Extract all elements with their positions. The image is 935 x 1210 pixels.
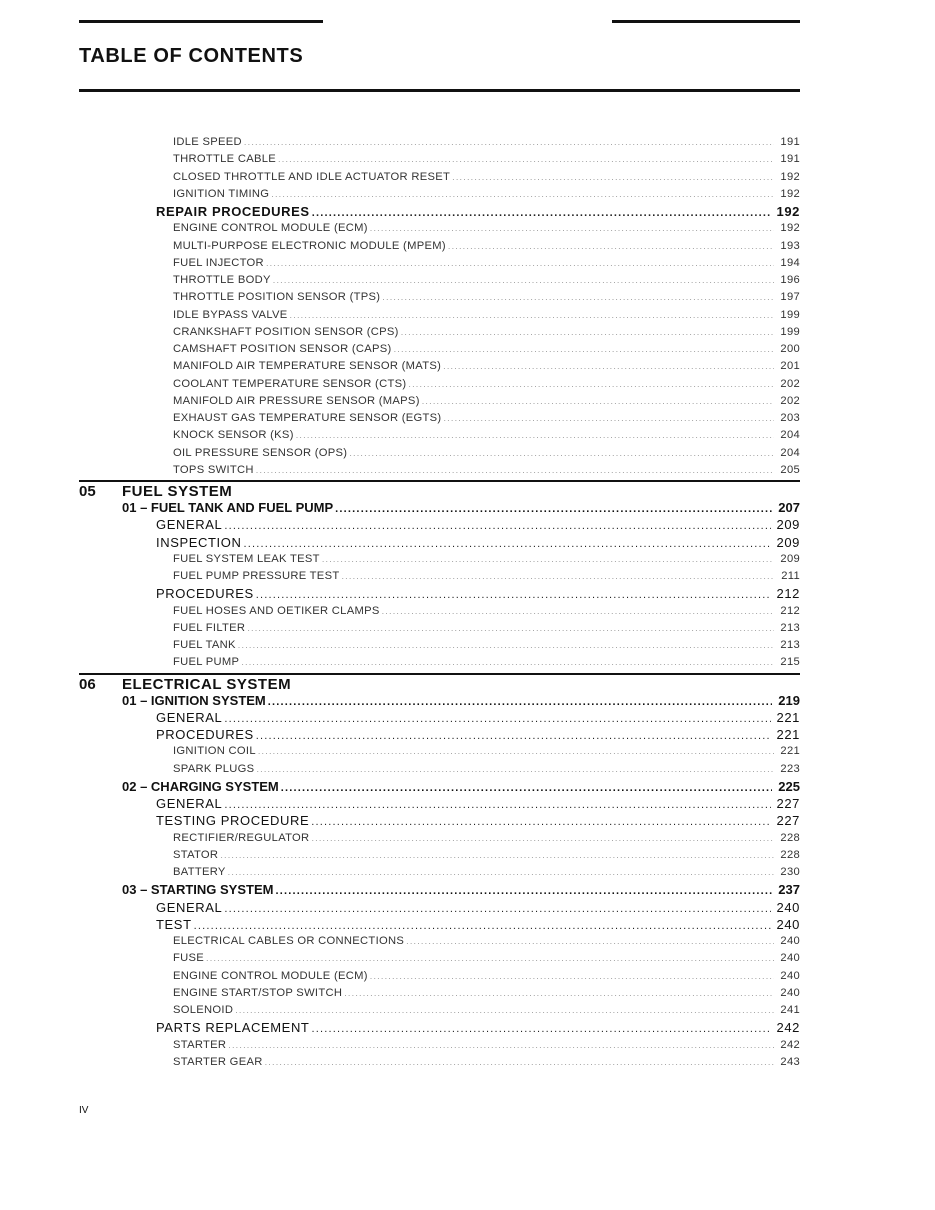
dot-leader [228,864,775,881]
dot-leader [406,933,774,950]
toc-entry-page: 240 [776,917,800,932]
toc-entry-label: FUEL FILTER [173,622,246,634]
dot-leader [238,637,775,654]
toc-entry-label: PROCEDURES [156,586,254,601]
toc-entry[interactable] [156,585,800,602]
toc-entry-label: GENERAL [156,900,223,915]
toc-entry-page: 230 [780,866,800,878]
dot-leader [452,169,774,186]
dot-leader [271,186,774,203]
toc-entry-page: 199 [780,309,800,321]
toc-entry-page: 242 [780,1039,800,1051]
toc-entry[interactable] [173,1054,800,1071]
dot-leader [256,462,775,479]
toc-entry-label: ELECTRICAL CABLES OR CONNECTIONS [173,935,405,947]
dot-leader [422,393,775,410]
toc-entry-label: GENERAL [156,710,223,725]
toc-entry-page: 207 [778,500,800,515]
toc-entry[interactable] [173,445,800,462]
dot-leader [394,341,775,358]
dot-leader [311,830,774,847]
section-number: 05 [79,483,96,500]
toc-entry[interactable] [173,603,800,620]
toc-entry-page: 228 [780,849,800,861]
toc-entry[interactable] [173,847,800,864]
section-name: FUEL SYSTEM [122,483,233,500]
dot-leader [448,238,775,255]
toc-entry[interactable] [173,620,800,637]
toc-entry-label: ENGINE CONTROL MODULE (ECM) [173,970,368,982]
toc-entry[interactable] [156,534,800,551]
toc-entry[interactable] [173,410,800,427]
toc-entry-label: CRANKSHAFT POSITION SENSOR (CPS) [173,326,399,338]
toc-entry-label: TESTING PROCEDURE [156,813,310,828]
toc-entry-label: SPARK PLUGS [173,763,255,775]
dot-leader [408,376,774,393]
toc-entry-page: 211 [781,570,800,582]
toc-entry-page: 192 [780,188,800,200]
toc-entry[interactable] [173,968,800,985]
toc-entry-page: 205 [780,464,800,476]
toc-entry-page: 202 [780,378,800,390]
toc-entry-page: 192 [780,222,800,234]
toc-entry-label: IDLE SPEED [173,136,242,148]
dot-leader [206,950,774,967]
toc-entry-label: ENGINE CONTROL MODULE (ECM) [173,222,368,234]
toc-entry-label: BATTERY [173,866,226,878]
toc-entry[interactable] [173,864,800,881]
section-name: ELECTRICAL SYSTEM [122,675,292,693]
dot-leader [311,1021,770,1038]
dot-leader [244,134,775,151]
toc-entry[interactable] [173,551,800,568]
toc-entry[interactable] [173,393,800,410]
toc-entry-page: 242 [776,1020,800,1035]
dot-leader [241,654,774,671]
toc-entry-label: INSPECTION [156,535,242,550]
toc-entry-page: 200 [780,343,800,355]
toc-entry[interactable] [156,203,800,220]
dot-leader [341,568,775,585]
toc-entry[interactable] [122,499,800,516]
dot-leader [228,1037,774,1054]
toc-entry-label: STATOR [173,849,219,861]
toc-entry-label: ENGINE START/STOP SWITCH [173,987,343,999]
page-title: TABLE OF CONTENTS [79,45,304,67]
toc-entry-label: FUEL HOSES AND OETIKER CLAMPS [173,605,380,617]
dot-leader [278,151,774,168]
toc-entry-label: FUEL PUMP PRESSURE TEST [173,570,340,582]
toc-entry[interactable] [173,289,800,306]
toc-entry[interactable] [156,516,800,533]
toc-entry-label: 01 – IGNITION SYSTEM [122,693,266,708]
toc-entry-label: PARTS REPLACEMENT [156,1020,310,1035]
toc-entry[interactable] [173,186,800,203]
toc-entry-page: 215 [780,656,800,668]
toc-entry[interactable] [173,169,800,186]
dot-leader [247,620,774,637]
dot-leader [349,445,774,462]
dot-leader [258,743,775,760]
toc-entry-page: 212 [780,605,800,617]
toc-entry[interactable] [173,151,800,168]
toc-entry[interactable] [122,692,800,709]
toc-entry-page: 203 [780,412,800,424]
toc-entry-page: 223 [780,763,800,775]
toc-entry[interactable] [173,933,800,950]
toc-entry-page: 221 [780,745,800,757]
toc-entry[interactable] [122,881,800,898]
toc-entry-page: 196 [780,274,800,286]
top-rule-left [79,20,323,23]
page-number: IV [79,1105,89,1116]
toc-entry-label: 01 – FUEL TANK AND FUEL PUMP [122,500,334,515]
dot-leader [220,847,774,864]
dot-leader [290,307,775,324]
toc-entry-label: TEST [156,917,192,932]
dot-leader [296,427,775,444]
toc-entry-page: 192 [776,204,800,219]
toc-entry-label: KNOCK SENSOR (KS) [173,429,294,441]
dot-leader [275,883,772,900]
toc-entry-page: 237 [778,882,800,897]
toc-entry[interactable] [173,1037,800,1054]
toc-entry-page: 209 [776,517,800,532]
toc-entry-label: STARTER GEAR [173,1056,263,1068]
toc-entry-page: 197 [780,291,800,303]
toc-entry-page: 209 [780,553,800,565]
toc-entry-label: IGNITION COIL [173,745,256,757]
toc-entry-page: 240 [780,952,800,964]
toc-entry-label: MANIFOLD AIR PRESSURE SENSOR (MAPS) [173,395,420,407]
dot-leader [266,255,774,272]
title-underline [79,89,800,92]
toc-entry[interactable] [122,778,800,795]
toc-entry[interactable] [156,795,800,812]
toc-entry[interactable] [173,341,800,358]
toc-entry-label: MANIFOLD AIR TEMPERATURE SENSOR (MATS) [173,360,442,372]
dot-leader [235,1002,774,1019]
top-rule-right [612,20,800,23]
toc-entry-page: 204 [780,429,800,441]
toc-entry[interactable] [173,307,800,324]
toc-entry-label: THROTTLE CABLE [173,153,277,165]
dot-leader [382,603,775,620]
dot-leader [370,220,775,237]
toc-entry-page: 202 [780,395,800,407]
toc-entry-label: PROCEDURES [156,727,254,742]
toc-entry-label: GENERAL [156,796,223,811]
toc-entry[interactable] [156,812,800,829]
toc-entry[interactable] [156,916,800,933]
dot-leader [382,289,774,306]
toc-entry-page: 213 [780,622,800,634]
toc-entry[interactable] [173,462,800,479]
toc-entry-page: 225 [778,779,800,794]
toc-entry[interactable] [173,220,800,237]
toc-entry[interactable] [156,709,800,726]
toc-entry-page: 221 [776,727,800,742]
toc-entry[interactable] [173,134,800,151]
toc-entry-page: 193 [780,240,800,252]
toc-entry[interactable] [173,830,800,847]
section-number: 06 [79,675,96,693]
toc-entry-page: 194 [780,257,800,269]
toc-entry-label: THROTTLE BODY [173,274,271,286]
toc-entry-label: THROTTLE POSITION SENSOR (TPS) [173,291,381,303]
toc-entry-page: 240 [780,935,800,947]
toc-entry[interactable] [173,324,800,341]
toc-entry-label: RECTIFIER/REGULATOR [173,832,310,844]
toc-entry-label: IDLE BYPASS VALVE [173,309,288,321]
toc-entry-page: 191 [780,136,800,148]
toc-entry-label: CLOSED THROTTLE AND IDLE ACTUATOR RESET [173,171,451,183]
toc-entry-label: FUEL TANK [173,639,236,651]
toc-entry[interactable] [173,654,800,671]
dot-leader [265,1054,775,1071]
dot-leader [256,587,771,604]
toc-entry-label: FUEL SYSTEM LEAK TEST [173,553,320,565]
toc-entry-label: EXHAUST GAS TEMPERATURE SENSOR (EGTS) [173,412,442,424]
toc-entry-label: COOLANT TEMPERATURE SENSOR (CTS) [173,378,407,390]
toc-entry-page: 213 [780,639,800,651]
toc-entry[interactable] [156,899,800,916]
toc-entry-page: 240 [780,970,800,982]
toc-entry[interactable] [173,568,800,585]
toc-entry[interactable] [173,427,800,444]
toc-entry-label: FUEL INJECTOR [173,257,264,269]
toc-entry[interactable] [173,255,800,272]
toc-entry-page: 240 [780,987,800,999]
toc-entry[interactable] [156,1019,800,1036]
toc-entry[interactable] [156,726,800,743]
toc-entry[interactable] [173,238,800,255]
toc-entry[interactable] [173,376,800,393]
dot-leader [370,968,775,985]
toc-entry[interactable] [173,985,800,1002]
toc-entry-page: 241 [780,1004,800,1016]
dot-leader [256,761,774,778]
toc-entry-page: 199 [780,326,800,338]
toc-entry-page: 209 [776,535,800,550]
toc-entry-label: FUSE [173,952,205,964]
toc-entry-page: 204 [780,447,800,459]
toc-entry-label: CAMSHAFT POSITION SENSOR (CAPS) [173,343,392,355]
toc-entry-page: 221 [776,710,800,725]
toc-entry-label: 02 – CHARGING SYSTEM [122,779,279,794]
dot-leader [273,272,775,289]
toc-entry[interactable] [173,637,800,654]
dot-leader [224,518,770,535]
toc-entry-page: 219 [778,693,800,708]
toc-entry-label: FUEL PUMP [173,656,240,668]
toc-entry-label: REPAIR PROCEDURES [156,204,310,219]
toc-entry-page: 227 [776,796,800,811]
toc-entry[interactable] [173,272,800,289]
toc-entry-page: 240 [776,900,800,915]
dot-leader [322,551,775,568]
toc-entry[interactable] [173,761,800,778]
toc-entry-label: TOPS SWITCH [173,464,254,476]
toc-entry[interactable] [173,358,800,375]
dot-leader [401,324,775,341]
toc-entry-page: 212 [776,586,800,601]
toc-entry-page: 192 [780,171,800,183]
toc-entry-label: STARTER [173,1039,227,1051]
toc-entry[interactable] [173,1002,800,1019]
toc-entry-label: IGNITION TIMING [173,188,270,200]
toc-entry-page: 227 [776,813,800,828]
toc-entry-page: 191 [780,153,800,165]
dot-leader [344,985,774,1002]
toc-entry-label: MULTI-PURPOSE ELECTRONIC MODULE (MPEM) [173,240,446,252]
dot-leader [443,358,774,375]
toc-entry[interactable] [173,950,800,967]
toc-entry[interactable] [173,743,800,760]
toc-entry-label: GENERAL [156,517,223,532]
toc-entry-label: 03 – STARTING SYSTEM [122,882,274,897]
toc-entry-label: SOLENOID [173,1004,234,1016]
dot-leader [311,814,770,831]
toc-entry-label: OIL PRESSURE SENSOR (OPS) [173,447,348,459]
toc-entry-page: 243 [780,1056,800,1068]
toc-entry-page: 201 [780,360,800,372]
toc-entry-page: 228 [780,832,800,844]
dot-leader [443,410,774,427]
